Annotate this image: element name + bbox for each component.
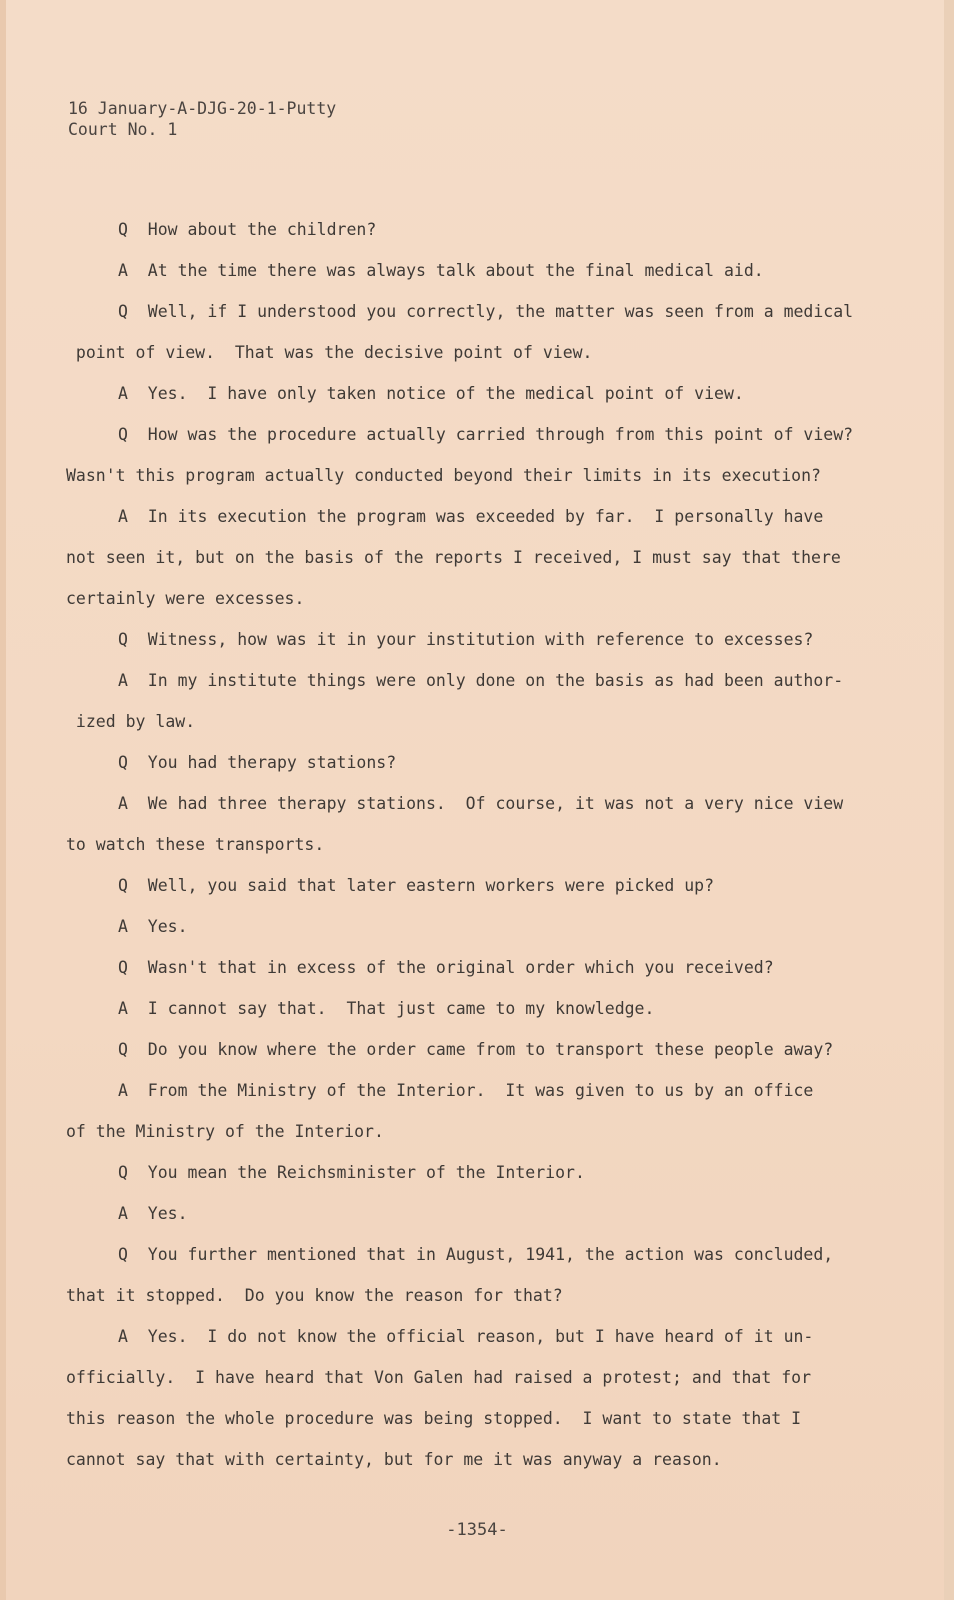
transcript-line-continuation: certainly were excesses. [66, 589, 305, 608]
transcript-line-qa: Q Do you know where the order came from to transport these people away? [118, 1040, 834, 1059]
transcript-line-qa: A Yes. [118, 1204, 188, 1223]
transcript-line-continuation: point of view. That was the decisive point of view. [66, 343, 593, 362]
transcript-line-continuation: that it stopped. Do you know the reason for that? [66, 1286, 563, 1305]
transcript-line-qa: A At the time there was always talk about the final medical aid. [118, 261, 764, 280]
transcript-line-continuation: Wasn't this program actually conducted beyond their limits in its execution? [66, 466, 821, 485]
page-number: -1354- [446, 1520, 508, 1540]
transcript-line-continuation: to watch these transports. [66, 835, 325, 854]
document-header [68, 98, 336, 140]
transcript-line-qa: Q You mean the Reichsminister of the Interior. [118, 1163, 585, 1182]
transcript-line-qa: A Yes. I do not know the official reason, but I have heard of it un- [118, 1327, 814, 1346]
transcript-line-continuation: cannot say that with certainty, but for me it was anyway a reason. [66, 1450, 722, 1469]
transcript-line-qa: Q Witness, how was it in your institution with reference to excesses? [118, 630, 814, 649]
transcript-line-qa: Q Well, if I understood you correctly, the matter was seen from a medical [118, 302, 854, 321]
transcript-line-qa: A Yes. [118, 917, 188, 936]
transcript-line-qa: A In my institute things were only done on the basis as had been author- [118, 671, 844, 690]
transcript-line-qa: A We had three therapy stations. Of course, it was not a very nice view [118, 794, 844, 813]
transcript-line-continuation: not seen it, but on the basis of the reports I received, I must say that there [66, 548, 841, 567]
transcript-line-qa: Q Well, you said that later eastern workers were picked up? [118, 876, 715, 895]
transcript-line-qa: Q Wasn't that in excess of the original order which you received? [118, 958, 774, 977]
header-court: Court No. 1 [68, 120, 178, 139]
header-reference: 16 January-A-DJG-20-1-Putty [68, 99, 337, 118]
transcript-line-continuation: of the Ministry of the Interior. [66, 1122, 384, 1141]
transcript-line-continuation: ized by law. [66, 712, 196, 731]
transcript-line-continuation: this reason the whole procedure was being stopped. I want to state that I [66, 1409, 802, 1428]
transcript-line-qa: A From the Ministry of the Interior. It was given to us by an office [118, 1081, 814, 1100]
transcript-line-qa: Q How was the procedure actually carried through from this point of view? [118, 425, 854, 444]
transcript-line-qa: A In its execution the program was exceeded by far. I personally have [118, 507, 824, 526]
transcript-line-qa: Q How about the children? [118, 220, 377, 239]
transcript-line-qa: A Yes. I have only taken notice of the medical point of view. [118, 384, 744, 403]
transcript-line-qa: Q You further mentioned that in August, 1941, the action was concluded, [118, 1245, 834, 1264]
transcript-body [60, 219, 890, 1490]
transcript-line-qa: Q You had therapy stations? [118, 753, 397, 772]
transcript-line-continuation: officially. I have heard that Von Galen had raised a protest; and that for [66, 1368, 812, 1387]
transcript-line-qa: A I cannot say that. That just came to my knowledge. [118, 999, 655, 1018]
